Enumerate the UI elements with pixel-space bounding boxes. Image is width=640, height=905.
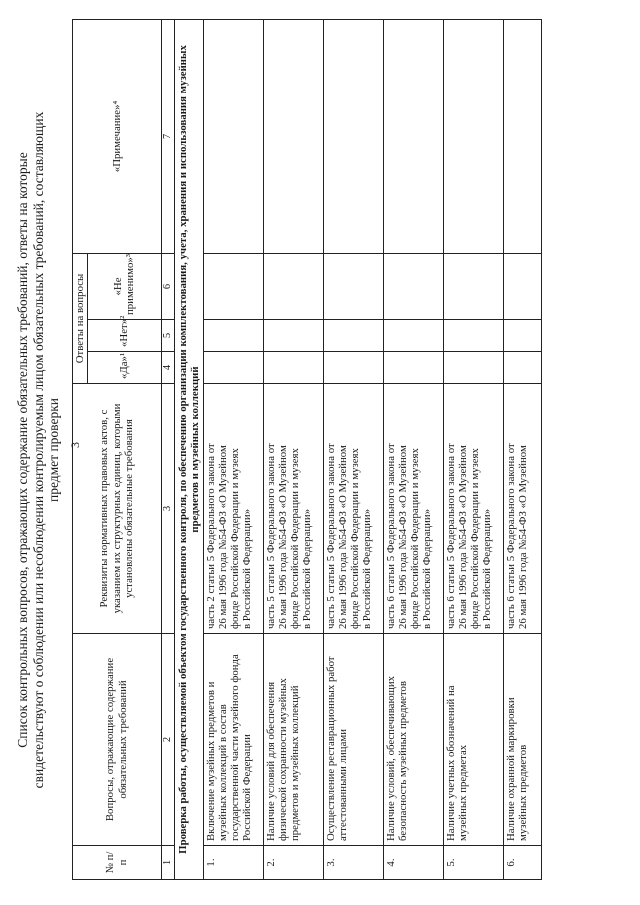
column-number: 1 (161, 846, 174, 880)
row-number: 3. (323, 846, 383, 880)
answer-na-cell[interactable] (503, 253, 541, 319)
reference-line: в Российской Федерации» (361, 508, 374, 629)
table-row (383, 19, 443, 879)
reference-line: фонде Российской Федерации и музеях (289, 448, 302, 629)
row-reference (263, 384, 323, 634)
answer-no-cell[interactable] (323, 320, 383, 352)
row-number: 2. (263, 846, 323, 880)
reference-line: часть 6 статьи 5 Федерального закона от (384, 443, 397, 629)
column-number: 2 (161, 634, 174, 846)
row-question (323, 634, 383, 846)
document-heading (15, 20, 62, 880)
question-line: аттестованными лицами (336, 729, 349, 841)
question-line: Наличие условий, обеспечивающих (384, 676, 397, 841)
question-line: музейных предметов (516, 744, 529, 841)
question-line: Наличие охранной маркировки (504, 697, 517, 841)
reference-line: 26 мая 1996 года №54-ФЗ «О Музейном (396, 445, 409, 629)
answer-no-cell[interactable] (383, 320, 443, 352)
answer-yes-cell[interactable] (383, 352, 443, 384)
row-number: 1. (203, 846, 263, 880)
column-number: 6 (161, 253, 174, 319)
reference-line: 26 мая 1996 года №54-ФЗ «О Музейном (456, 445, 469, 629)
reference-line: в Российской Федерации» (481, 508, 494, 629)
row-number: 5. (443, 846, 503, 880)
question-line: безопасность музейных предметов (396, 680, 409, 841)
header-answers: Ответы на вопросы (72, 253, 87, 383)
table-row (503, 19, 541, 879)
row-number: 4. (383, 846, 443, 880)
note-cell[interactable] (263, 19, 323, 253)
column-number: 4 (161, 352, 174, 384)
row-reference (443, 384, 503, 634)
table-row (263, 19, 323, 879)
header-not-applicable: «Не применимо»³ (87, 253, 161, 319)
checklist-table (72, 19, 542, 880)
reference-line: в Российской Федерации» (301, 508, 314, 629)
row-number: 6. (503, 846, 541, 880)
reference-line: 26 мая 1996 года №54-ФЗ «О Музейном (336, 445, 349, 629)
note-cell[interactable] (443, 19, 503, 253)
reference-line: часть 6 статьи 5 Федерального закона от (504, 443, 517, 629)
page-number: 3 (68, 442, 82, 448)
reference-line: в Российской Федерации» (241, 508, 254, 629)
row-question (443, 634, 503, 846)
question-line: Осуществление реставрационных работ (324, 656, 337, 841)
row-reference (503, 384, 541, 634)
note-cell[interactable] (323, 19, 383, 253)
question-line: Наличие условий для обеспечения (264, 681, 277, 841)
reference-line: фонде Российской Федерации и музеях (469, 448, 482, 629)
answer-yes-cell[interactable] (443, 352, 503, 384)
answer-yes-cell[interactable] (263, 352, 323, 384)
row-reference (383, 384, 443, 634)
question-line: музейных коллекций в состав (216, 704, 229, 841)
question-line: предметов и музейных коллекций (289, 685, 302, 841)
question-line: физической сохранности музейных (276, 678, 289, 841)
column-number: 5 (161, 320, 174, 352)
answer-yes-cell[interactable] (503, 352, 541, 384)
question-line: государственной части музейного фонда (229, 654, 242, 841)
header-no: «Нет»² (87, 320, 161, 352)
column-number: 7 (161, 19, 174, 253)
section-title: Проверка работы, осуществляемой объектом государственного контроля, по обеспечению организации комплектования, учета, хранения и использования музейных предметов и музейных коллекций (174, 19, 203, 879)
reference-line: фонде Российской Федерации и музеях (229, 448, 242, 629)
row-question (263, 634, 323, 846)
heading-line: Список контрольных вопросов, отражающих содержание обязательных требований, ответы на которые (15, 152, 30, 748)
question-line: музейных предметах (456, 744, 469, 841)
note-cell[interactable] (203, 19, 263, 253)
question-line: Российской Федерации (241, 734, 254, 841)
header-requisites: Реквизиты нормативных правовых актов, с указанием их структурных единиц, которыми установлены обязательные требования (72, 384, 161, 634)
table-row (323, 19, 383, 879)
reference-line: фонде Российской Федерации и музеях (349, 448, 362, 629)
header-yes: «Да»¹ (87, 352, 161, 384)
question-line: Включение музейных предметов и (204, 681, 217, 841)
reference-line: часть 6 статьи 5 Федерального закона от (444, 443, 457, 629)
question-line: Наличие учетных обозначений на (444, 685, 457, 841)
answer-no-cell[interactable] (503, 320, 541, 352)
reference-line: часть 5 статьи 5 Федерального закона от (324, 443, 337, 629)
reference-line: часть 2 статьи 5 Федерального закона от (204, 443, 217, 629)
answer-na-cell[interactable] (323, 253, 383, 319)
reference-line: в Российской Федерации» (421, 508, 434, 629)
answer-no-cell[interactable] (443, 320, 503, 352)
column-number: 3 (161, 384, 174, 634)
heading-line: свидетельствуют о соблюдении или несоблюдении контролируемым лицом обязательных требований, составляющих (30, 111, 46, 789)
note-cell[interactable] (503, 19, 541, 253)
rotated-page-content (15, 20, 542, 880)
answer-na-cell[interactable] (263, 253, 323, 319)
note-cell[interactable] (383, 19, 443, 253)
reference-line: часть 5 статьи 5 Федерального закона от (264, 443, 277, 629)
header-question: Вопросы, отражающие содержание обязательных требований (72, 634, 161, 846)
answer-na-cell[interactable] (203, 253, 263, 319)
table-rows (203, 19, 541, 879)
table-row (203, 19, 263, 879)
row-question (503, 634, 541, 846)
reference-line: 26 мая 1996 года №54-ФЗ «О Музейном (276, 445, 289, 629)
answer-na-cell[interactable] (383, 253, 443, 319)
row-reference (203, 384, 263, 634)
row-question (203, 634, 263, 846)
row-reference (323, 384, 383, 634)
answer-no-cell[interactable] (263, 320, 323, 352)
reference-line: 26 мая 1996 года №54-ФЗ «О Музейном (216, 445, 229, 629)
reference-line: 26 мая 1996 года №54-ФЗ «О Музейном (516, 445, 529, 629)
reference-line: фонде Российской Федерации и музеях (409, 448, 422, 629)
answer-yes-cell[interactable] (323, 352, 383, 384)
answer-yes-cell[interactable] (203, 352, 263, 384)
answer-no-cell[interactable] (203, 320, 263, 352)
table-row (443, 19, 503, 879)
answer-na-cell[interactable] (443, 253, 503, 319)
row-question (383, 634, 443, 846)
header-note: «Примечание»⁴ (72, 19, 161, 253)
header-num: № п/п (72, 846, 161, 880)
heading-line: предмет проверки (46, 398, 61, 503)
